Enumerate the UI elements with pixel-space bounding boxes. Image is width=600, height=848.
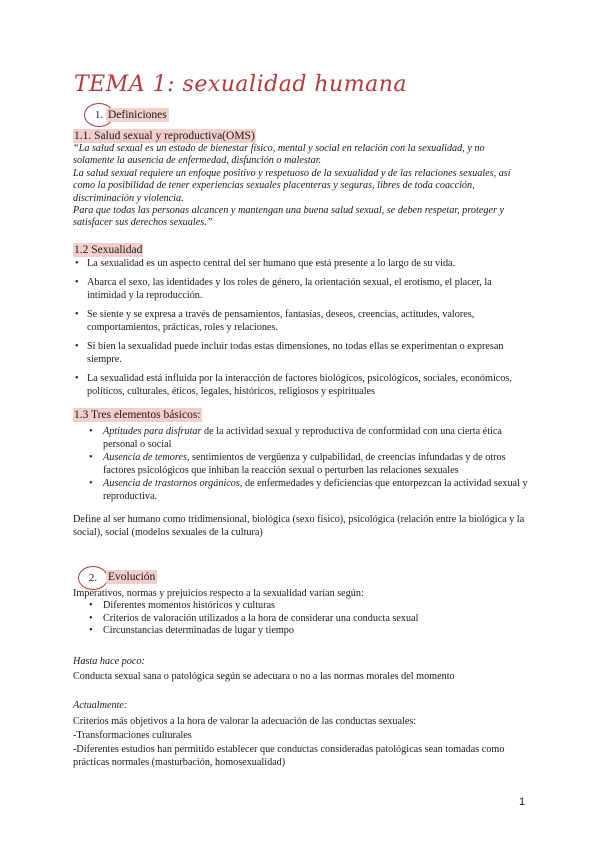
section-number-circle: 1. bbox=[84, 103, 114, 127]
list-item: • La sexualidad está influida por la interacción de factores biológicos, psicológicos, sociales, económicos, políticos, culturales, éticos, legales, históricos, religiosos y espirituales bbox=[73, 372, 533, 398]
who-definition-quote bbox=[73, 143, 528, 230]
list-item: • Criterios de valoración utilizados a la hora de considerar una conducta sexual bbox=[73, 613, 533, 626]
actualmente-line: -Transformaciones culturales bbox=[73, 730, 192, 741]
subsection-1-3-heading: 1.3 Tres elementos básicos: bbox=[74, 409, 201, 421]
hasta-hace-poco-text: Conducta sexual sana o patológica según se adecuara o no a las normas morales del momento bbox=[73, 671, 455, 682]
list-item: • La sexualidad es un aspecto central del ser humano que está presente a lo largo de su vida. bbox=[73, 257, 533, 270]
section-number-circle: 2. bbox=[78, 566, 108, 590]
item-term: Aptitudes para disfrutar bbox=[103, 426, 202, 437]
sexualidad-list bbox=[73, 257, 533, 404]
actualmente-line: -Diferentes estudios han permitido establecer que conductas consideradas patológicas sean tomadas como prácticas normales (masturbación, homosexualidad) bbox=[73, 744, 505, 768]
elementos-list bbox=[73, 425, 533, 503]
list-item bbox=[73, 477, 533, 503]
quote-paragraph: Para que todas las personas alcancen y mantengan una buena salud sexual, se deben respetar, proteger y satisfacer sus derechos sexuales.” bbox=[73, 205, 505, 229]
page-number: 1 bbox=[519, 796, 526, 808]
subsection-1-1-heading: 1.1. Salud sexual y reproductiva(OMS) bbox=[74, 130, 255, 142]
item-text: de la actividad sexual y reproductiva de conformidad con una cierta ética personal o social bbox=[103, 426, 502, 450]
tridimensional-definition: Define al ser humano como tridimensional, biológica (sexo físico), psicológica (relación entre la biológica y la social), social (modelos sexuales de la cultura) bbox=[73, 514, 525, 538]
quote-paragraph: “La salud sexual es un estado de bienestar físico, mental y social en relación con la sexualidad, y no solamente la ausencia de enfermedad, disfunción o malestar. bbox=[73, 143, 485, 167]
subsection-1-2-heading: 1.2 Sexualidad bbox=[74, 244, 143, 256]
list-item: • Se siente y se expresa a través de pensamientos, fantasías, deseos, creencias, actitudes, valores, comportamientos, prácticas, roles y relaciones. bbox=[73, 308, 533, 334]
item-term: Ausencia de trastornos orgánicos bbox=[103, 478, 240, 489]
list-item: • Abarca el sexo, las identidades y los roles de género, la orientación sexual, el erotismo, el placer, la intimidad y la reproducción. bbox=[73, 276, 533, 302]
quote-paragraph: La salud sexual requiere un enfoque positivo y respetuoso de la sexualidad y de las relaciones sexuales, así como la posibilidad de tener experiencias sexuales placenteras y seguras, libres de toda coacción, discriminación y violencia. bbox=[73, 167, 511, 204]
page-title: TEMA 1: sexualidad humana bbox=[74, 72, 407, 97]
hasta-hace-poco-label: Hasta hace poco: bbox=[73, 656, 145, 667]
evolucion-intro: Imperativos, normas y prejuicios respecto a la sexualidad varían según: bbox=[73, 588, 364, 599]
item-text: , de enfermedades y deficiencias que entorpezcan la actividad sexual y reproductiva. bbox=[103, 478, 528, 502]
list-item bbox=[73, 451, 533, 477]
actualmente-label: Actualmente: bbox=[73, 700, 128, 711]
list-item: • Circunstancias determinadas de lugar y tiempo bbox=[73, 625, 533, 638]
item-term: Ausencia de temores bbox=[103, 452, 187, 463]
section-1-label: Definiciones bbox=[108, 109, 167, 121]
section-2-label: Evolución bbox=[108, 571, 156, 583]
actualmente-intro: Criterios más objetivos a la hora de valorar la adecuación de las conductas sexuales: bbox=[73, 716, 417, 727]
evolucion-list bbox=[73, 600, 533, 638]
list-item bbox=[73, 425, 533, 451]
list-item: • Diferentes momentos históricos y culturas bbox=[73, 600, 533, 613]
item-text: , sentimientos de vergüenza y culpabilidad, de creencias infundadas y de otros factores psicológicos que inhiban la reacción sexual o perturben las relaciones sexuales bbox=[103, 452, 506, 476]
list-item: • Si bien la sexualidad puede incluir todas estas dimensiones, no todas ellas se experimentan o expresan siempre. bbox=[73, 340, 533, 366]
